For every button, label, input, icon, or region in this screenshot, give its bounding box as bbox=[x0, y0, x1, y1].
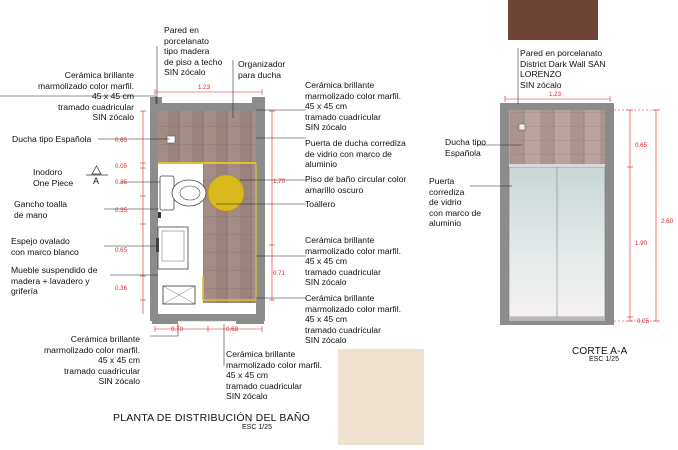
section-dim-right-3: 0.05 bbox=[637, 318, 650, 325]
plan-dim-right-2: 0.71 bbox=[273, 270, 286, 277]
section-dim-top: 1.23 bbox=[549, 91, 562, 98]
label-ceramic-left-bottom: Cerámica brillante marmolizado color marfil. 45 x 45 cm tramado cuadricular SIN zócalo bbox=[44, 334, 140, 387]
label-organizer: Organizador para ducha bbox=[238, 59, 286, 80]
plan-dim-bottom-1: 0.70 bbox=[171, 326, 184, 333]
label-ceramic-right-3: Cerámica brillante marmolizado color marfil. 45 x 45 cm tramado cuadricular SIN zócalo bbox=[305, 293, 401, 346]
plan-dim-left-1: 0.65 bbox=[115, 137, 128, 144]
section-title: CORTE A-A bbox=[572, 346, 628, 357]
section-dim-right-1: 0.65 bbox=[635, 142, 648, 149]
label-ceramic-right-1: Cerámica brillante marmolizado color marfil. 45 x 45 cm tramado cuadricular SIN zócalo bbox=[305, 80, 401, 133]
section-marker-label: A bbox=[93, 176, 100, 186]
plan-dim-left-4: 0.35 bbox=[115, 207, 128, 214]
label-ceramic-right-2: Cerámica brillante marmolizado color marfil. 45 x 45 cm tramado cuadricular SIN zócalo bbox=[305, 235, 401, 288]
plan-dim-left-3: 0.35 bbox=[115, 179, 128, 186]
vanity-icon bbox=[156, 227, 188, 269]
plan-dim-top: 1.23 bbox=[198, 84, 211, 91]
label-vanity: Mueble suspendido de madera + lavadero y grifería bbox=[11, 265, 98, 297]
plan-title: PLANTA DE DISTRIBUCIÓN DEL BAÑO bbox=[113, 412, 310, 424]
section-scale: ESC 1/25 bbox=[589, 356, 619, 363]
label-toilet: Inodoro One Piece bbox=[33, 167, 74, 188]
section-walls bbox=[500, 103, 614, 325]
circular-floor-icon bbox=[208, 175, 244, 211]
wood-swatch bbox=[508, 0, 598, 40]
plan-dim-left-2: 0.05 bbox=[115, 163, 128, 170]
label-shower: Ducha tipo Española bbox=[12, 134, 92, 144]
shower-organizer-icon bbox=[167, 136, 175, 143]
section-marker-icon bbox=[86, 166, 108, 175]
plan-dim-right-1: 1.70 bbox=[273, 178, 286, 185]
label-towel-rack: Toallero bbox=[305, 199, 336, 209]
label-ceramic-left-top: Cerámica brillante marmolizado color marfil. 45 x 45 cm tramado cuadricular SIN zócalo bbox=[38, 70, 134, 123]
label-ceramic-bottom: Cerámica brillante marmolizado color marfil. 45 x 45 cm tramado cuadricular SIN zócalo bbox=[226, 349, 322, 402]
label-section-wall: Pared en porcelanato District Dark Wall SAN LORENZO SIN zócalo bbox=[520, 48, 606, 90]
label-shower-door: Puerta de ducha corrediza de vidrio con marco de aluminio bbox=[305, 138, 406, 170]
plan-dim-left-6: 0.36 bbox=[115, 285, 128, 292]
label-towel-hook: Gancho toalla de mano bbox=[14, 199, 68, 220]
label-section-door: Puerta corrediza de vidrio con marco de aluminio bbox=[429, 176, 482, 229]
ceramic-swatch bbox=[338, 349, 424, 445]
towel-hook-icon bbox=[158, 212, 161, 218]
section-dim-right-2: 1.90 bbox=[635, 240, 648, 247]
plan-scale: ESC 1/25 bbox=[242, 424, 272, 431]
label-section-shower: Ducha tipo Española bbox=[445, 137, 487, 158]
plan-dim-left-5: 0.65 bbox=[115, 247, 128, 254]
section-dim-total: 2.60 bbox=[661, 218, 674, 225]
label-mirror: Espejo ovalado con marco blanco bbox=[11, 236, 79, 257]
plan-dim-bottom-2: 0.68 bbox=[226, 326, 239, 333]
label-circular-floor: Piso de baño circular color amarillo oscuro bbox=[305, 174, 407, 195]
label-wood-wall: Pared en porcelanato tipo madera de piso a techo SIN zócalo bbox=[164, 25, 223, 78]
